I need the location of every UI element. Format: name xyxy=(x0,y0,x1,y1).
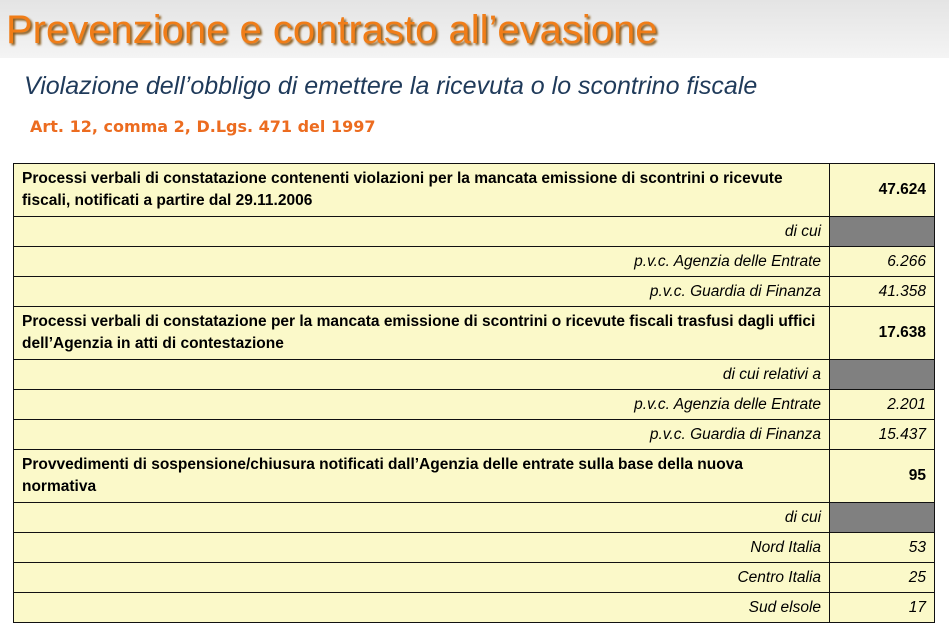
row-value: 6.266 xyxy=(830,247,935,277)
breakdown-label: di cui xyxy=(14,503,830,533)
row-value: 2.201 xyxy=(830,390,935,420)
row-label: p.v.c. Agenzia delle Entrate xyxy=(14,390,830,420)
table-row-breakdown xyxy=(14,217,935,247)
table-row xyxy=(14,533,935,563)
row-value: 95 xyxy=(830,450,935,503)
page-title: Prevenzione e contrasto all’evasione xyxy=(6,8,658,52)
empty-value-cell xyxy=(830,503,935,533)
row-value: 15.437 xyxy=(830,420,935,450)
row-value: 17 xyxy=(830,593,935,623)
row-label: p.v.c. Guardia di Finanza xyxy=(14,277,830,307)
table-row-breakdown xyxy=(14,503,935,533)
empty-value-cell xyxy=(830,217,935,247)
row-label: Processi verbali di constatazione per la mancata emissione di scontrini o ricevute fiscali trasfusi dagli uffici dell’Agenzia in atti di contestazione xyxy=(14,307,830,360)
table-row-section-2 xyxy=(14,307,935,360)
page-subtitle: Violazione dell’obbligo di emettere la ricevuta o lo scontrino fiscale xyxy=(24,72,758,100)
row-value: 53 xyxy=(830,533,935,563)
table-row xyxy=(14,247,935,277)
empty-value-cell xyxy=(830,360,935,390)
row-label: Nord Italia xyxy=(14,533,830,563)
row-label: p.v.c. Guardia di Finanza xyxy=(14,420,830,450)
table-row xyxy=(14,390,935,420)
table-row xyxy=(14,420,935,450)
statistics-table xyxy=(13,163,935,623)
row-value: 47.624 xyxy=(830,164,935,217)
row-value: 25 xyxy=(830,563,935,593)
row-value: 41.358 xyxy=(830,277,935,307)
breakdown-label: di cui xyxy=(14,217,830,247)
row-label: Provvedimenti di sospensione/chiusura notificati dall’Agenzia delle entrate sulla base della nuova normativa xyxy=(14,450,830,503)
law-reference: Art. 12, comma 2, D.Lgs. 471 del 1997 xyxy=(30,117,376,136)
row-value: 17.638 xyxy=(830,307,935,360)
table-row xyxy=(14,593,935,623)
row-label: Processi verbali di constatazione contenenti violazioni per la mancata emissione di scontrini o ricevute fiscali, notificati a partire dal 29.11.2006 xyxy=(14,164,830,217)
row-label: Centro Italia xyxy=(14,563,830,593)
row-label: Sud elsole xyxy=(14,593,830,623)
table-row-section-1 xyxy=(14,164,935,217)
table-row-breakdown xyxy=(14,360,935,390)
table-row xyxy=(14,563,935,593)
table-row-section-3 xyxy=(14,450,935,503)
breakdown-label: di cui relativi a xyxy=(14,360,830,390)
table-row xyxy=(14,277,935,307)
row-label: p.v.c. Agenzia delle Entrate xyxy=(14,247,830,277)
